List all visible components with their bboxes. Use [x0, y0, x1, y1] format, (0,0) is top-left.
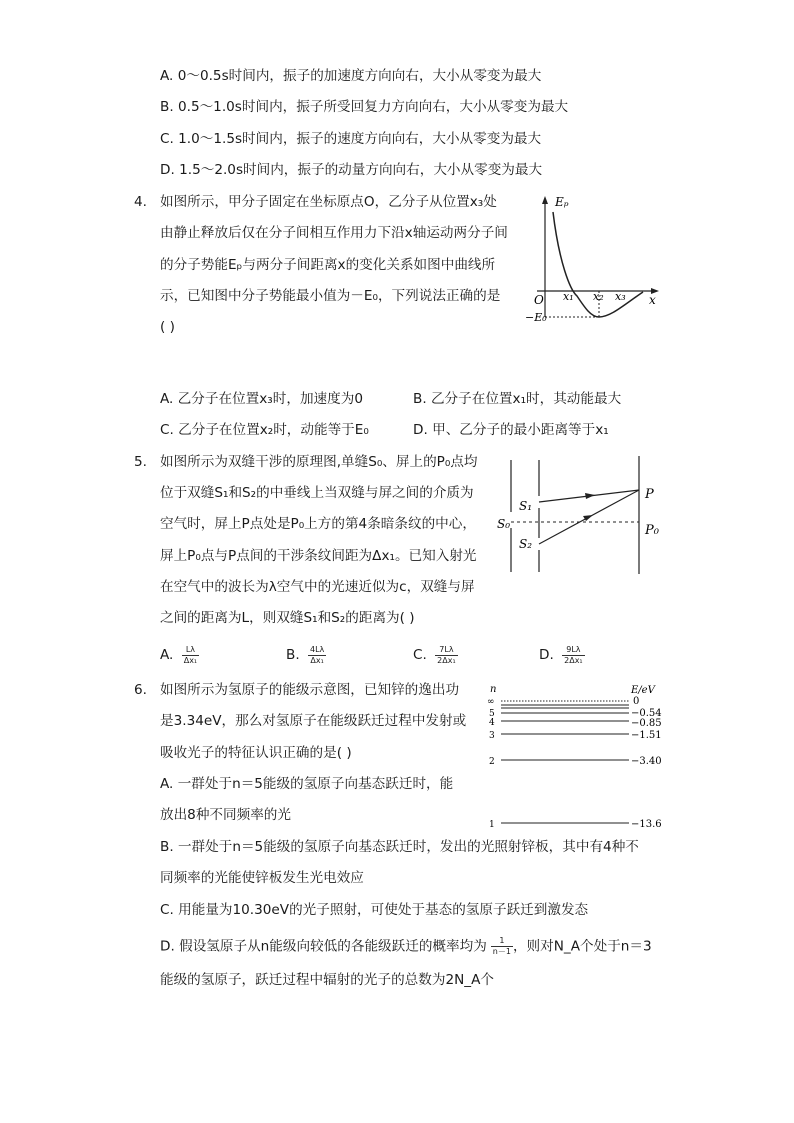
q5-stem-line-4: 屏上P₀点与P点间的干涉条纹间距为Δx₁。已知入射光 — [160, 548, 477, 564]
q3-option-b: B. 0.5～1.0s时间内，振子所受回复力方向向右，大小从零变为最大 — [160, 99, 569, 115]
q5-option-a-label: A. — [160, 647, 174, 663]
q6-number: 6. — [134, 682, 147, 698]
q5-option-b-denominator: Δx₁ — [310, 655, 324, 665]
q4-option-d: D. 甲、乙分子的最小距离等于x₁ — [413, 422, 609, 438]
q6-n-label: n — [490, 684, 497, 695]
q4-potential-energy-graph — [525, 192, 665, 332]
q5-option-c-label: C. — [413, 647, 427, 663]
q5-stem-line-2: 位于双缝S₁和S₂的中垂线上当双缝与屏之间的介质为 — [160, 485, 474, 501]
q5-double-slit-diagram — [497, 452, 672, 577]
q5-s1-label: S₁ — [519, 499, 533, 513]
q5-s2-label: S₂ — [519, 537, 533, 551]
q5-option-b-label: B. — [286, 647, 300, 663]
q6-level-1-n: 1 — [489, 820, 495, 830]
q6-option-d-line-2: 能级的氢原子，跃迁过程中辐射的光子的总数为2N_A个 — [160, 972, 494, 988]
q6-level-5-n: 5 — [489, 709, 495, 719]
q6-option-b-line-1: B. 一群处于n＝5能级的氢原子向基态跃迁时，发出的光照射锌板，其中有4种不 — [160, 839, 639, 855]
q6-option-a-line-2: 放出8种不同频率的光 — [160, 807, 291, 823]
q5-option-d-fraction — [562, 645, 585, 666]
q5-stem-line-1: 如图所示为双缝干涉的原理图,单缝S₀、屏上的P₀点均 — [160, 454, 478, 470]
q4-x-axis-label: x — [649, 293, 656, 307]
q4-stem-line-1: 如图所示，甲分子固定在坐标原点O，乙分子从位置x₃处 — [160, 194, 497, 210]
q6-option-d-denominator: n－1 — [492, 947, 511, 956]
q6-option-d-line-1 — [160, 936, 652, 957]
q6-level-2-e: −3.40 — [631, 756, 662, 767]
q5-option-a-denominator: Δx₁ — [183, 655, 198, 665]
q4-x1-label: x₁ — [563, 290, 574, 303]
q5-option-d-numerator: 9Lλ — [562, 645, 585, 656]
q4-option-c: C. 乙分子在位置x₂时，动能等于E₀ — [160, 422, 369, 438]
q5-stem-line-3: 空气时，屏上P点处是P₀上方的第4条暗条纹的中心， — [160, 516, 476, 532]
q5-option-d — [539, 644, 585, 666]
q4-x3-label: x₃ — [615, 290, 626, 303]
q5-option-c-fraction — [435, 645, 458, 666]
q6-stem-line-1: 如图所示为氢原子的能级示意图，已知锌的逸出功 — [160, 682, 460, 698]
q5-number: 5. — [134, 454, 147, 470]
q4-option-a: A. 乙分子在位置x₃时，加速度为0 — [160, 391, 363, 407]
q4-x2-label: x₂ — [593, 290, 604, 303]
q6-option-b-line-2: 同频率的光能使锌板发生光电效应 — [160, 870, 364, 886]
q6-level-5-e: −0.54 — [631, 708, 662, 719]
q5-option-c-numerator: 7Lλ — [435, 645, 458, 656]
q5-s0-label: S₀ — [497, 517, 511, 531]
q6-e-label: E/eV — [631, 685, 655, 696]
q3-option-d: D. 1.5～2.0s时间内，振子的动量方向向右，大小从零变为最大 — [160, 162, 543, 178]
q5-option-d-label: D. — [539, 647, 554, 663]
q5-option-c-denominator: 2Δx₁ — [437, 655, 456, 665]
q5-p0-label: P₀ — [645, 523, 659, 538]
q6-level-inf-n: ∞ — [487, 697, 495, 707]
q4-min-energy-label: −E₀ — [525, 311, 547, 324]
q6-option-d-numerator: 1 — [491, 936, 513, 947]
q6-level-2-n: 2 — [489, 757, 495, 767]
q4-origin-label: O — [534, 293, 544, 307]
q4-number: 4. — [134, 194, 147, 210]
q5-option-a-fraction — [182, 645, 199, 666]
q5-option-a — [160, 644, 199, 666]
q6-level-inf-e: 0 — [633, 696, 640, 707]
q4-stem-line-4: 示，已知图中分子势能最小值为－E₀，下列说法正确的是 — [160, 288, 501, 304]
q6-level-1-e: −13.6 — [631, 819, 662, 830]
q4-stem-line-5: ( ) — [160, 319, 175, 335]
q6-level-4-e: −0.85 — [631, 718, 662, 729]
q4-option-b: B. 乙分子在位置x₁时，其动能最大 — [413, 391, 622, 407]
q6-level-3-n: 3 — [489, 731, 495, 741]
q6-stem-line-2: 是3.34eV，那么对氢原子在能级跃迁过程中发射或 — [160, 713, 467, 729]
q5-option-b — [286, 644, 326, 666]
q6-energy-level-diagram — [487, 680, 667, 830]
q6-option-c: C. 用能量为10.30eV的光子照射，可使处于基态的氢原子跃迁到激发态 — [160, 902, 589, 918]
q5-option-d-denominator: 2Δx₁ — [564, 655, 583, 665]
q6-level-3-e: −1.51 — [631, 730, 662, 741]
q4-y-axis-label: Eₚ — [555, 195, 569, 209]
q3-option-c: C. 1.0～1.5s时间内，振子的速度方向向右，大小从零变为最大 — [160, 131, 542, 147]
q5-stem-line-5: 在空气中的波长为λ空气中的光速近似为c，双缝与屏 — [160, 579, 475, 595]
q6-option-a-line-1: A. 一群处于n＝5能级的氢原子向基态跃迁时，能 — [160, 776, 454, 792]
q5-option-b-fraction — [308, 645, 326, 666]
q5-option-b-numerator: 4Lλ — [309, 644, 325, 654]
q6-option-d-fraction — [491, 936, 513, 957]
q3-option-a: A. 0～0.5s时间内，振子的加速度方向向右，大小从零变为最大 — [160, 68, 542, 84]
q6-option-d-pre: D. 假设氢原子从n能级向较低的各能级跃迁的概率均为 — [160, 938, 487, 955]
q5-option-a-numerator: Lλ — [182, 645, 199, 656]
q5-p-label: P — [645, 487, 654, 502]
q4-stem-line-3: 的分子势能Eₚ与两分子间距离x的变化关系如图中曲线所 — [160, 257, 496, 273]
q6-level-4-n: 4 — [489, 718, 495, 728]
q4-stem-line-2: 由静止释放后仅在分子间相互作用力下沿x轴运动两分子间 — [160, 225, 508, 241]
q6-option-d-post: ，则对N_A个处于n＝3 — [512, 938, 652, 955]
q6-stem-line-3: 吸收光子的特征认识正确的是( ) — [160, 745, 352, 761]
q5-option-c — [413, 644, 458, 666]
q5-stem-line-6: 之间的距离为L，则双缝S₁和S₂的距离为( ) — [160, 610, 415, 626]
